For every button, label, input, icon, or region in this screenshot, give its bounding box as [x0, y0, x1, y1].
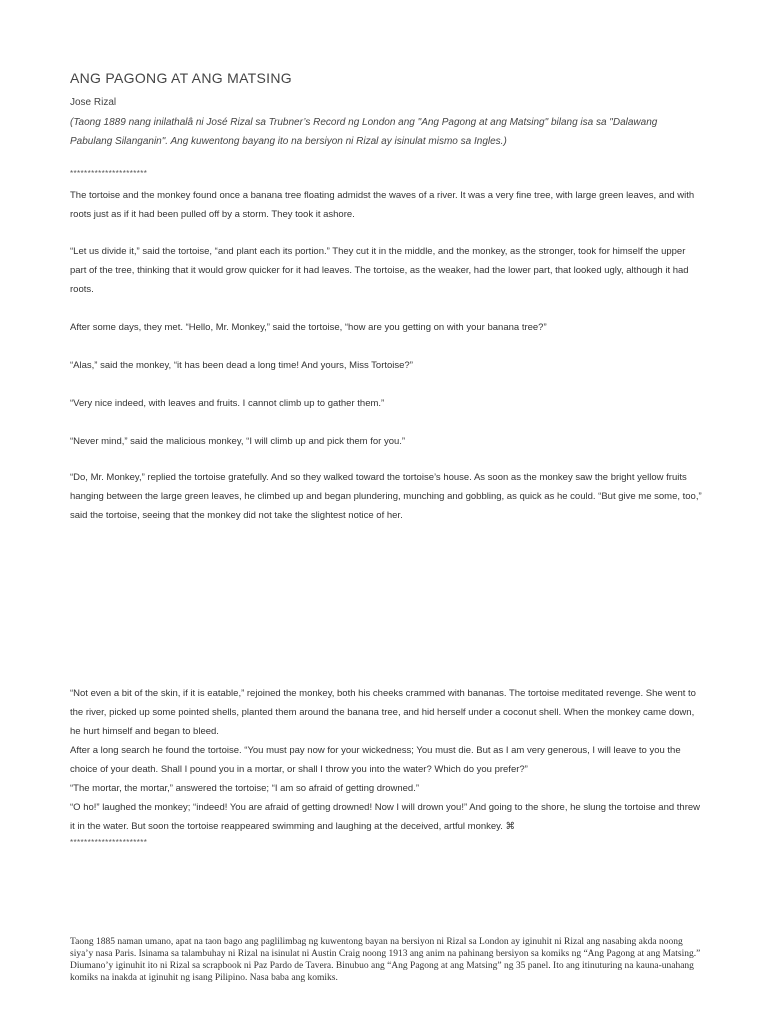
story-paragraph-2: “Let us divide it,” said the tortoise, “and plant each its portion.” They cut it in the middle, and the monkey, as the stronger, took for himself the upper part of the tree, thinking that it would grow quicker for it had leaves. The tortoise, as the weaker, had the lower part, that looked ugly, although it had roots. [70, 246, 689, 295]
story-paragraph-4: “Alas,” said the monkey, “it has been dead a long time! And yours, Miss Tortoise?” [70, 360, 413, 371]
separator-bottom: ********************** [70, 838, 148, 847]
story-continuation-paragraph-1: “Not even a bit of the skin, if it is eatable,” rejoined the monkey, both his cheeks crammed with bananas. The tortoise meditated revenge. She went to the river, picked up some pointed shells, planted them around the banana tree, and hid herself under a coconut shell. When the monkey came down, he hurt himself and began to bleed. [70, 688, 696, 737]
separator-top: ********************** [70, 169, 148, 178]
story-paragraph-3: After some days, they met. “Hello, Mr. Monkey,” said the tortoise, “how are you getting on with your banana tree?” [70, 322, 547, 333]
story-continuation-paragraph-3: “The mortar, the mortar,” answered the tortoise; “I am so afraid of getting drowned.” [70, 783, 420, 794]
story-continuation-paragraph-2: After a long search he found the tortoise. “You must pay now for your wickedness; You must die. But as I am very generous, I will leave to you the choice of your death. Shall I pound you in a mortar, or shall I throw you into the water? Which do you prefer?” [70, 745, 681, 775]
intro-note: (Taong 1889 nang inilathalâ ni José Rizal sa Trubner’s Record ng London ang "Ang Pagong at ang Matsing" bilang isa sa "Dalawang Pabulang Silanganin". Ang kuwentong bayang ito na bersiyon ni Rizal ay isinulat mismo sa Ingles.) [70, 117, 658, 147]
story-continuation-paragraph-4: “O ho!” laughed the monkey; “indeed! You are afraid of getting drowned! Now I will drown you!” And going to the shore, he slung the tortoise and threw it in the water. But soon the tortoise reappeared swimming and laughing at the deceived, artful monkey. ⌘ [70, 802, 701, 832]
document-title: ANG PAGONG AT ANG MATSING [70, 70, 292, 86]
comic-history-note: Taong 1885 naman umano, apat na taon bago ang paglilimbag ng kuwentong bayan na bersiyon ni Rizal sa London ay iginuhit ni Rizal ang nasabing akda noong siya’y nasa Paris. Isinama sa talambuhay ni Rizal na isinulat ni Austin Craig noong 1913 ang anim na pahinang bersiyon sa komiks ng “Ang Pagong at ang Matsing.” Diumano’y iginuhit ito ni Rizal sa scrapbook ni Paz Pardo de Tavera. Binubuo ang “Ang Pagong at ang Matsing” ng 35 panel. Ito ang itinuturing na kauna-unahang komiks na inakda at iginuhit ng isang Pilipino. Nasa baba ang komiks. [70, 937, 701, 983]
author-name: Jose Rizal [70, 97, 117, 108]
story-continuation [70, 684, 706, 836]
story-paragraph-7: “Do, Mr. Monkey,” replied the tortoise gratefully. And so they walked toward the tortoise’s house. As soon as the monkey saw the bright yellow fruits hanging between the large green leaves, he climbed up and began plundering, munching and gobbling, as quick as he could. “But give me some, too,” said the tortoise, seeing that the monkey did not take the slightest notice of her. [70, 472, 702, 521]
story-paragraph-6: “Never mind,” said the malicious monkey, “I will climb up and pick them for you.” [70, 436, 406, 447]
story-paragraph-5: “Very nice indeed, with leaves and fruits. I cannot climb up to gather them.” [70, 398, 385, 409]
story-paragraph-1: The tortoise and the monkey found once a banana tree floating admidst the waves of a river. It was a very fine tree, with large green leaves, and with roots just as if it had been pulled off by a storm. They took it ashore. [70, 190, 695, 220]
